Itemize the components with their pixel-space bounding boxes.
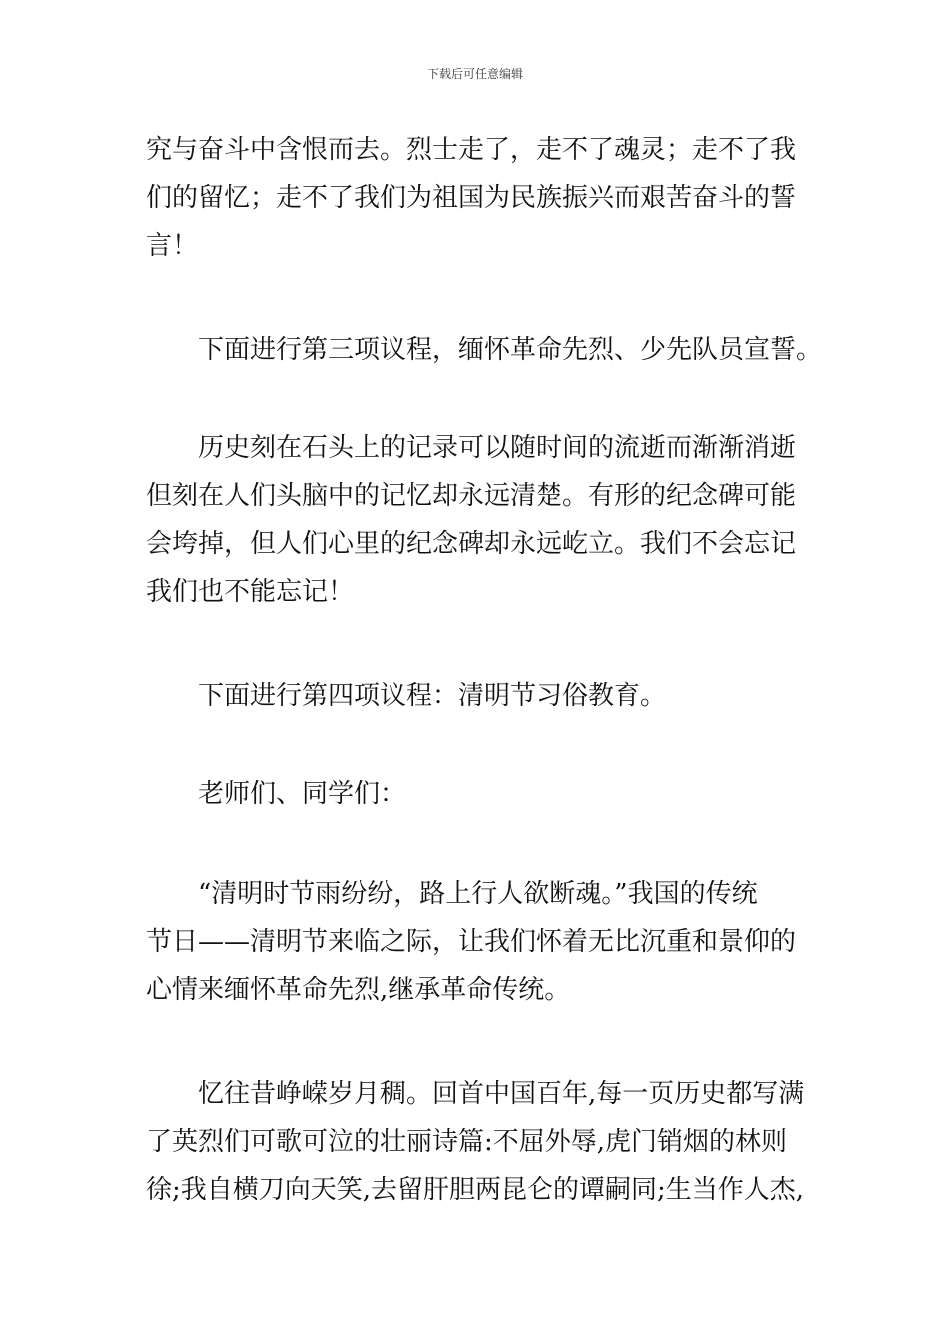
text-line: 们的留忆；走不了我们为祖国为民族振兴而艰苦奋斗的誓 <box>146 183 797 213</box>
text-line: 徐;我自横刀向天笑,去留肝胆两昆仑的谭嗣同;生当作人杰, <box>146 1175 805 1205</box>
text-line: 下面进行第三项议程，缅怀革命先烈、少先队员宣誓。 <box>198 335 823 365</box>
paragraph-3 <box>146 424 816 616</box>
text-line: 节日——清明节来临之际，让我们怀着无比沉重和景仰的 <box>146 927 797 957</box>
text-line: 会垮掉，但人们心里的纪念碑却永远屹立。我们不会忘记 <box>146 529 797 559</box>
text-line: 心情来缅怀革命先烈,继承革命传统。 <box>146 975 571 1005</box>
paragraph-2 <box>146 326 823 374</box>
paragraph-1 <box>146 126 816 270</box>
text-line: 了英烈们可歌可泣的壮丽诗篇:不屈外辱,虎门销烟的林则 <box>146 1127 788 1157</box>
paragraph-4 <box>146 672 816 720</box>
paragraph-5 <box>146 770 816 818</box>
text-line: 老师们、同学们： <box>198 779 407 809</box>
text-line: “清明时节雨纷纷，路上行人欲断魂。”我国的传统 <box>198 879 758 909</box>
text-line: 历史刻在石头上的记录可以随时间的流逝而渐渐消逝 <box>198 433 797 463</box>
text-line: 究与奋斗中含恨而去。烈士走了，走不了魂灵；走不了我 <box>146 135 797 165</box>
page-header: 下载后可任意编辑 <box>426 67 523 81</box>
text-line: 忆往昔峥嵘岁月稠。回首中国百年,每一页历史都写满 <box>198 1079 805 1109</box>
paragraph-7 <box>146 1070 816 1214</box>
text-line: 言！ <box>146 231 199 261</box>
text-line: 我们也不能忘记！ <box>146 577 355 607</box>
paragraph-6 <box>146 870 816 1014</box>
text-line: 但刻在人们头脑中的记忆却永远清楚。有形的纪念碑可能 <box>146 481 797 511</box>
text-line: 下面进行第四项议程：清明节习俗教育。 <box>198 681 667 711</box>
